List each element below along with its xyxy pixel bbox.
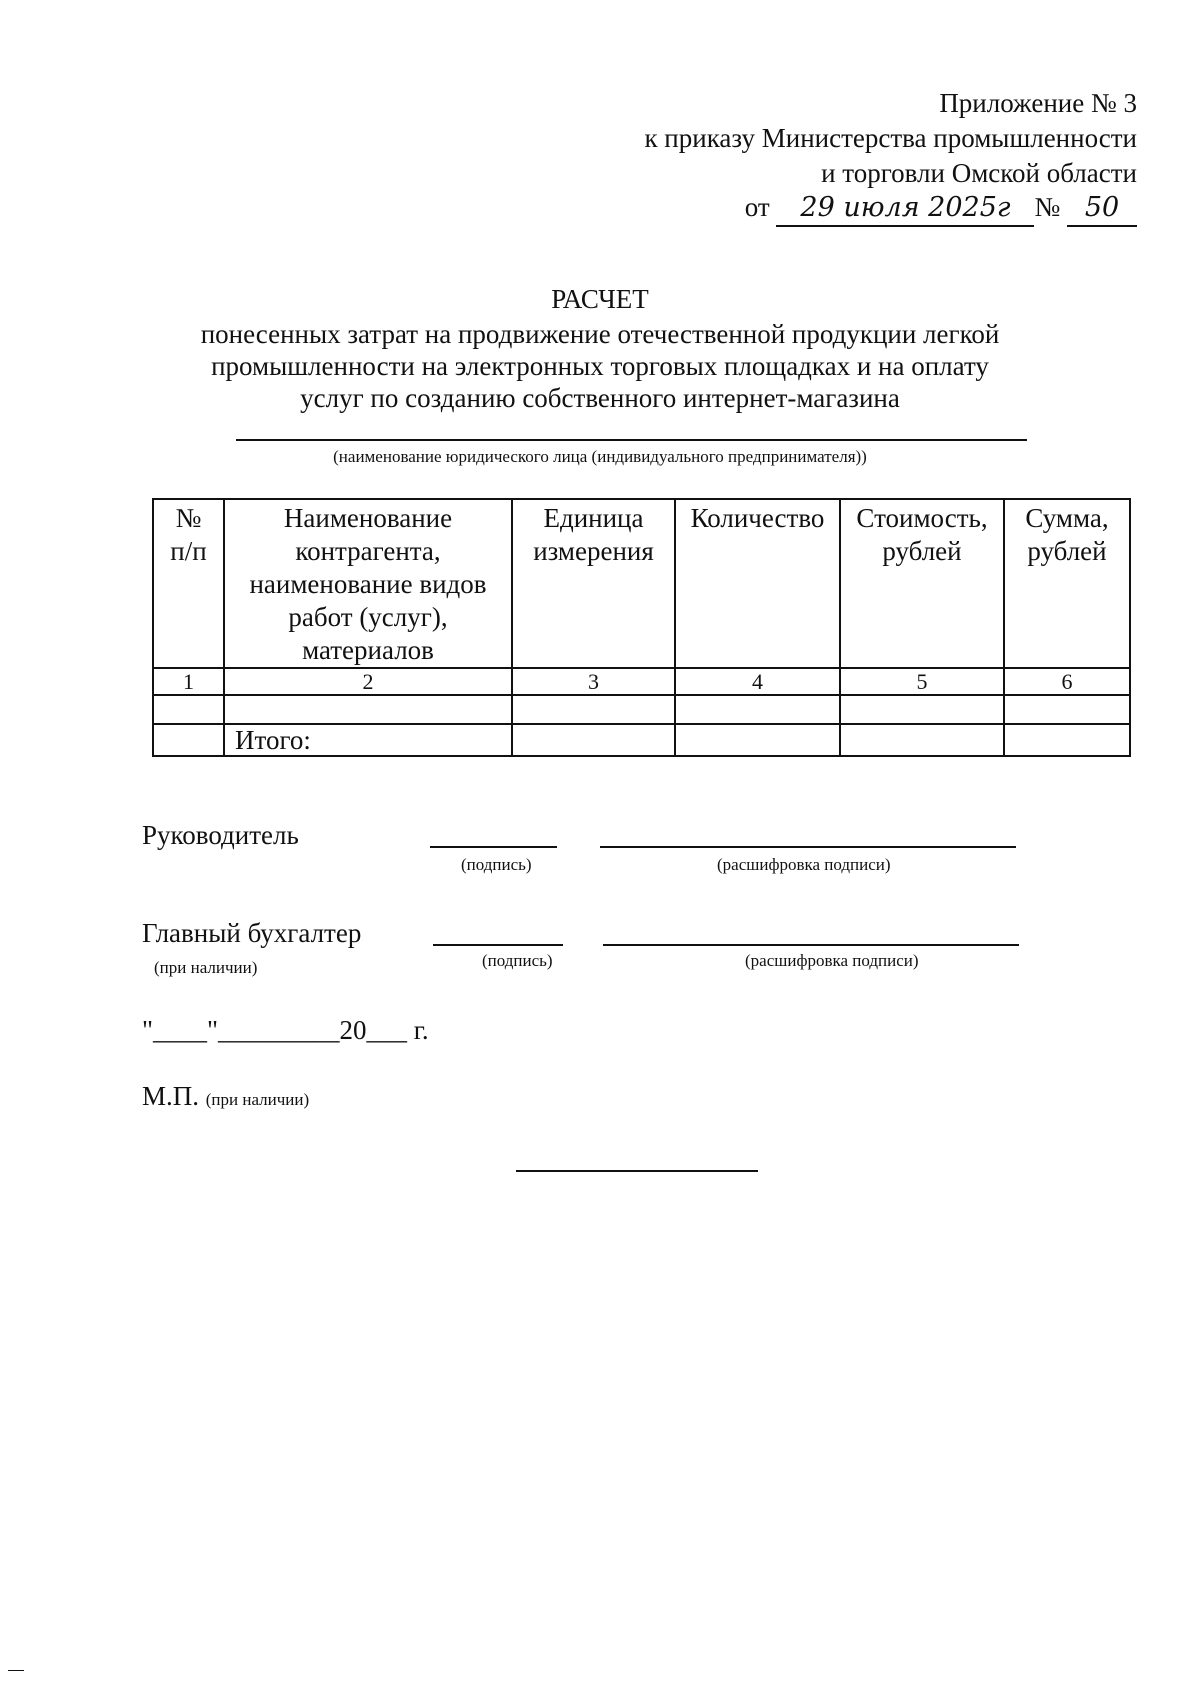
- document-title: РАСЧЕТ: [551, 284, 649, 314]
- table-cell: [512, 724, 675, 756]
- table-cell: [840, 695, 1004, 724]
- document-subtitle-line3: услуг по созданию собственного интернет-магазина: [300, 383, 900, 413]
- handwritten-date: 29 июля 2025г: [776, 191, 1034, 227]
- date-blank-line: "____"_________20___ г.: [142, 1015, 429, 1045]
- header-cell-quantity: [675, 499, 840, 668]
- header-text: рублей: [882, 536, 962, 566]
- head-decode-line: [600, 846, 1016, 848]
- header-text: материалов: [302, 635, 434, 665]
- header-text: работ (услуг),: [288, 602, 448, 632]
- header-text: п/п: [170, 536, 207, 566]
- accountant-signature-line: [433, 944, 563, 946]
- closing-separator-line: [516, 1170, 758, 1172]
- column-number: 4: [675, 668, 840, 695]
- header-cell-number: [153, 499, 224, 668]
- stamp-note: (при наличии): [205, 1090, 310, 1109]
- header-text: Стоимость,: [856, 503, 988, 533]
- table-cell: [840, 724, 1004, 756]
- head-signature-line: [430, 846, 557, 848]
- table-header-row: [153, 499, 1130, 668]
- table-cell: [153, 724, 224, 756]
- header-cell-sum: [1004, 499, 1130, 668]
- table-cell: [1004, 724, 1130, 756]
- header-text: Единица: [543, 503, 644, 533]
- table-cell: [675, 724, 840, 756]
- table-cell: [675, 695, 840, 724]
- head-decode-caption: (расшифровка подписи): [717, 855, 891, 874]
- table-cell: [224, 695, 512, 724]
- table-row: [153, 695, 1130, 724]
- header-text: Сумма,: [1025, 503, 1109, 533]
- document-subtitle-line1: понесенных затрат на продвижение отечественной продукции легкой: [200, 319, 1000, 349]
- order-reference-line2: и торговли Омской области: [821, 158, 1137, 188]
- column-number: 2: [224, 668, 512, 695]
- table-cell: [1004, 695, 1130, 724]
- header-cell-name: [224, 499, 512, 668]
- column-number: 5: [840, 668, 1004, 695]
- header-text: Количество: [690, 503, 825, 533]
- column-number: 6: [1004, 668, 1130, 695]
- handwritten-number: 50: [1067, 191, 1137, 227]
- header-cell-unit: [512, 499, 675, 668]
- margin-mark: [8, 1670, 24, 1671]
- chief-accountant-label: Главный бухгалтер: [142, 918, 362, 948]
- header-text: №: [175, 503, 202, 533]
- header-text: Наименование: [283, 503, 453, 533]
- document-subtitle-line2: промышленности на электронных торговых площадках и на оплату: [211, 351, 989, 381]
- accountant-decode-caption: (расшифровка подписи): [745, 951, 919, 970]
- stamp-label: [142, 1080, 309, 1116]
- head-signature-caption: (подпись): [461, 855, 532, 874]
- chief-accountant-note: (при наличии): [154, 958, 258, 977]
- cost-table: [152, 498, 1131, 757]
- appendix-label: Приложение № 3: [939, 88, 1137, 118]
- order-date-number: [745, 190, 1137, 227]
- from-label: от: [744, 192, 770, 222]
- table-total-row: [153, 724, 1130, 756]
- column-number: 3: [512, 668, 675, 695]
- stamp-abbrev: М.П.: [142, 1081, 200, 1111]
- entity-name-line: [236, 439, 1027, 441]
- column-number: 1: [153, 668, 224, 695]
- table-cell: [153, 695, 224, 724]
- accountant-signature-caption: (подпись): [482, 951, 553, 970]
- header-text: контрагента,: [295, 536, 441, 566]
- number-label: №: [1034, 192, 1061, 222]
- total-label: Итого:: [224, 724, 512, 756]
- head-label: Руководитель: [142, 820, 299, 850]
- header-cell-cost: [840, 499, 1004, 668]
- order-reference-line1: к приказу Министерства промышленности: [644, 123, 1137, 153]
- entity-name-caption: (наименование юридического лица (индивидуального предпринимателя)): [333, 447, 867, 466]
- header-text: рублей: [1027, 536, 1107, 566]
- header-text: измерения: [533, 536, 654, 566]
- header-text: наименование видов: [249, 569, 487, 599]
- table-column-numbers-row: [153, 668, 1130, 695]
- table-cell: [512, 695, 675, 724]
- accountant-decode-line: [603, 944, 1019, 946]
